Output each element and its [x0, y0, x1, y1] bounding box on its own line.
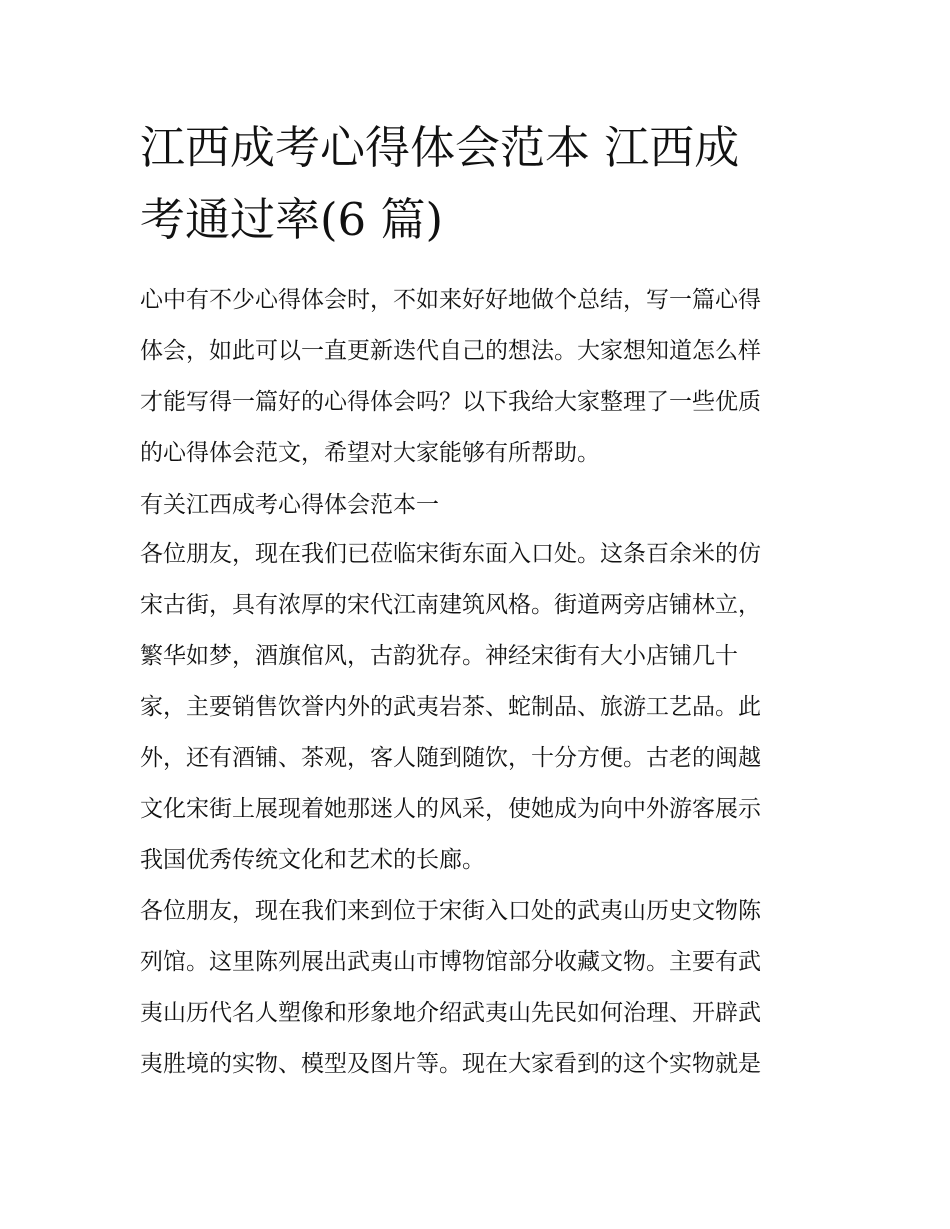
intro-paragraph [140, 275, 820, 479]
document-title [140, 112, 820, 256]
paragraph-line: 各位朋友，现在我们已莅临宋街东面入口处。这条百余米的仿 [140, 541, 761, 567]
title-line: 考通过率(6 篇) [140, 193, 444, 246]
section-heading [140, 480, 820, 531]
paragraph-line: 家，主要销售饮誉内外的武夷岩茶、蛇制品、旅游工艺品。此 [140, 694, 761, 720]
body-paragraph-1 [140, 529, 820, 886]
body-paragraph-2 [140, 886, 820, 1090]
paragraph-line: 繁华如梦，酒旗倌风，古韵犹存。神经宋街有大小店铺几十 [140, 643, 738, 669]
paragraph-line: 我国优秀传统文化和艺术的长廊。 [140, 847, 485, 873]
paragraph-line: 体会，如此可以一直更新迭代自己的想法。大家想知道怎么样 [140, 338, 761, 364]
paragraph-line: 列馆。这里陈列展出武夷山市博物馆部分收藏文物。主要有武 [140, 949, 761, 975]
paragraph-line: 的心得体会范文，希望对大家能够有所帮助。 [140, 440, 600, 466]
paragraph-line: 宋古街，具有浓厚的宋代江南建筑风格。街道两旁店铺林立， [140, 592, 761, 618]
paragraph-line: 各位朋友，现在我们来到位于宋街入口处的武夷山历史文物陈 [140, 898, 761, 924]
paragraph-line: 心中有不少心得体会时，不如来好好地做个总结，写一篇心得 [140, 287, 761, 313]
section-heading-text: 有关江西成考心得体会范本一 [140, 492, 439, 518]
paragraph-line: 文化宋街上展现着她那迷人的风采，使她成为向中外游客展示 [140, 796, 761, 822]
title-line: 江西成考心得体会范本 江西成 [140, 121, 740, 174]
paragraph-line: 夷胜境的实物、模型及图片等。现在大家看到的这个实物就是 [140, 1051, 761, 1077]
paragraph-line: 才能写得一篇好的心得体会吗？以下我给大家整理了一些优质 [140, 389, 761, 415]
paragraph-line: 外，还有酒铺、茶观，客人随到随饮，十分方便。古老的闽越 [140, 745, 761, 771]
paragraph-line: 夷山历代名人塑像和形象地介绍武夷山先民如何治理、开辟武 [140, 1000, 761, 1026]
